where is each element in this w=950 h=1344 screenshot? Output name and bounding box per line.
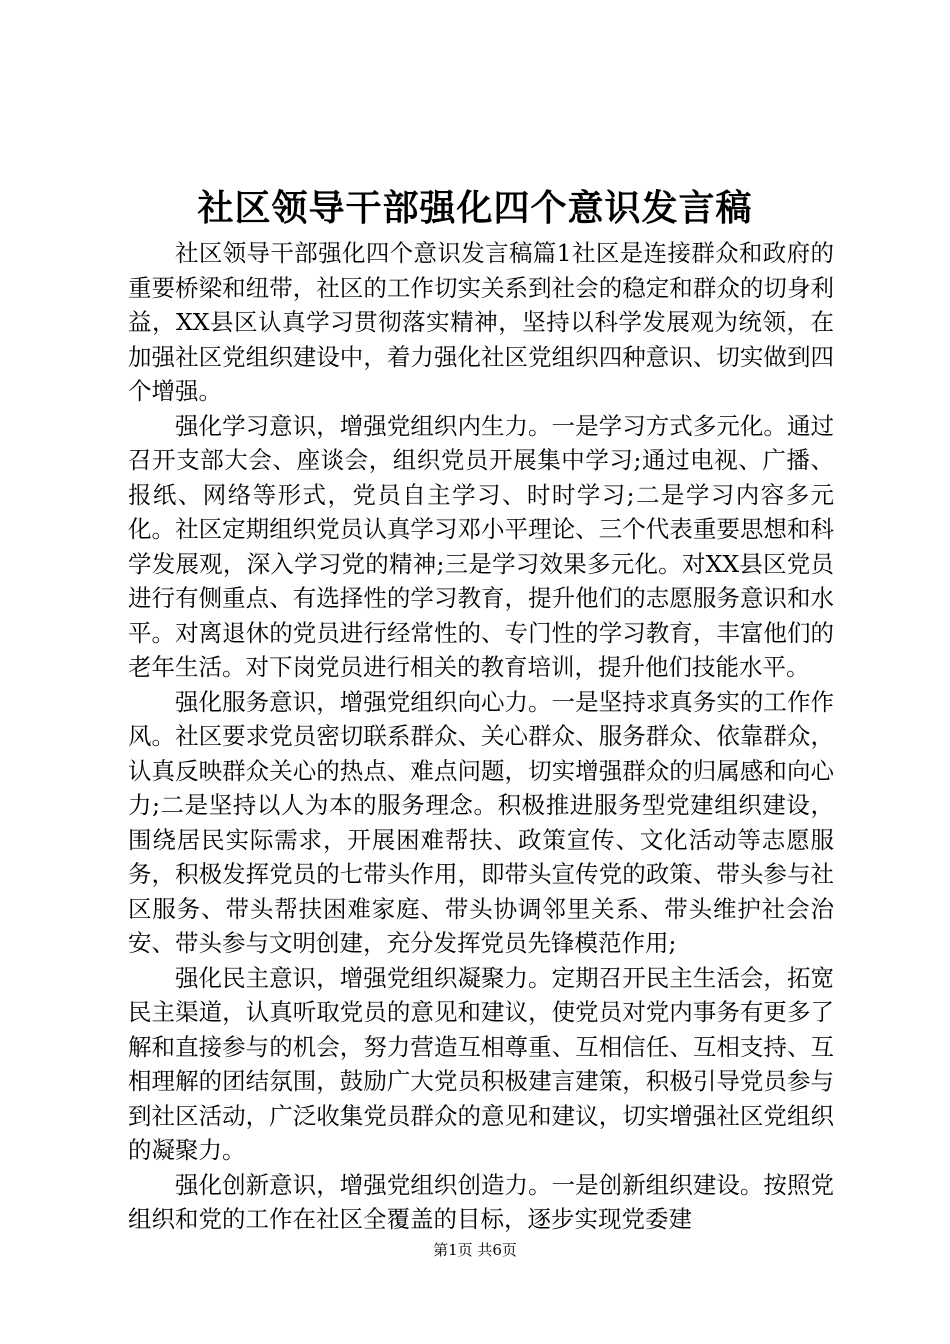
page-number-label: 第1页 共6页: [433, 1241, 517, 1259]
document-body: [128, 236, 834, 1237]
paragraph: 社区领导干部强化四个意识发言稿篇1社区是连接群众和政府的重要桥梁和纽带，社区的工作切实关系到社会的稳定和群众的切身利益，XX县区认真学习贯彻落实精神，坚持以科学发展观为统领，在加强社区党组织建设中，着力强化社区党组织四种意识、切实做到四个增强。: [128, 239, 834, 405]
document-title: 社区领导干部强化四个意识发言稿: [197, 187, 753, 229]
paragraph: 强化学习意识，增强党组织内生力。一是学习方式多元化。通过召开支部大会、座谈会，组织党员开展集中学习;通过电视、广播、报纸、网络等形式，党员自主学习、时时学习;二是学习内容多元化。社区定期组织党员认真学习邓小平理论、三个代表重要思想和科学发展观，深入学习党的精神;三是学习效果多元化。对XX县区党员进行有侧重点、有选择性的学习教育，提升他们的志愿服务意识和水平。对离退休的党员进行经常性的、专门性的学习教育，丰富他们的老年生活。对下岗党员进行相关的教育培训，提升他们技能水平。: [128, 411, 834, 681]
page-footer: [0, 1240, 950, 1260]
paragraph: 强化服务意识，增强党组织向心力。一是坚持求真务实的工作作风。社区要求党员密切联系群众、关心群众、服务群众、依靠群众，认真反映群众关心的热点、难点问题，切实增强群众的归属感和向心力;二是坚持以人为本的服务理念。积极推进服务型党建组织建设，围绕居民实际需求，开展困难帮扶、政策宣传、文化活动等志愿服务，积极发挥党员的七带头作用，即带头宣传党的政策、带头参与社区服务、带头帮扶困难家庭、带头协调邻里关系、带头维护社会治安、带头参与文明创建，充分发挥党员先锋模范作用;: [128, 687, 834, 957]
paragraph: 强化创新意识，增强党组织创造力。一是创新组织建设。按照党组织和党的工作在社区全覆盖的目标，逐步实现党委建: [128, 1170, 834, 1233]
paragraph: 强化民主意识，增强党组织凝聚力。定期召开民主生活会，拓宽民主渠道，认真听取党员的意见和建议，使党员对党内事务有更多了解和直接参与的机会，努力营造互相尊重、互相信任、互相支持、互相理解的团结氛围，鼓励广大党员积极建言建策，积极引导党员参与到社区活动，广泛收集党员群众的意见和建议，切实增强社区党组织的凝聚力。: [128, 963, 834, 1164]
